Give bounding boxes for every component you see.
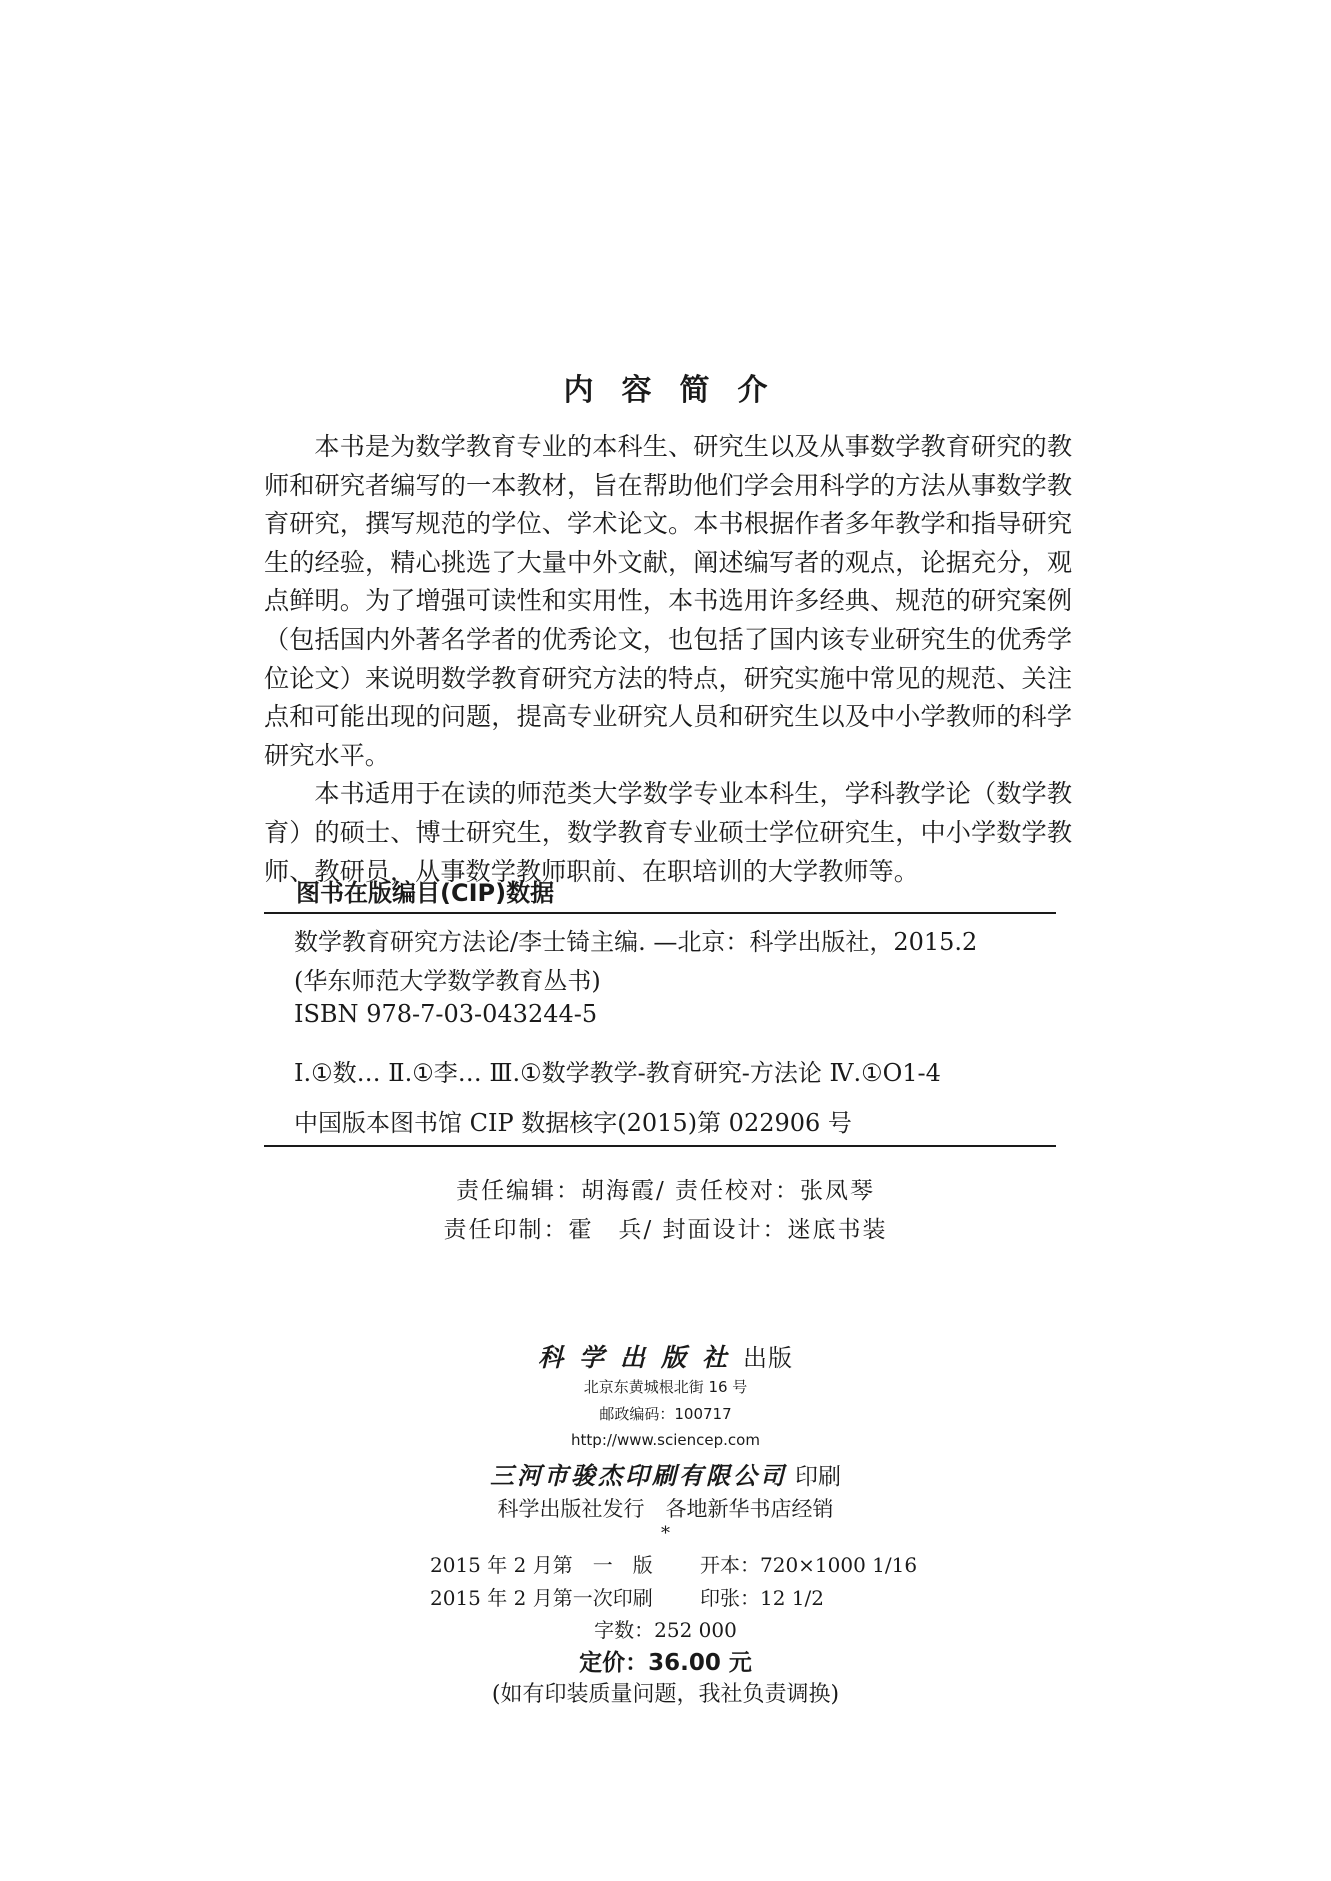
credits-editors: 责任编辑：胡海霞/ 责任校对：张凤琴: [455, 1178, 876, 1204]
publisher-name: 科学出版社: [537, 1343, 743, 1372]
separator-star: *: [661, 1523, 670, 1544]
distribution-line: 科学出版社发行 各地新华书店经销: [497, 1497, 834, 1521]
publisher-line: [0, 1338, 1331, 1374]
publisher-suffix: 出版: [743, 1344, 793, 1372]
edition-info: 2015 年 2 月第 一 版: [430, 1553, 653, 1577]
cip-line-isbn: ISBN 978-7-03-043244-5: [294, 1000, 598, 1028]
intro-paragraph: 本书是为数学教育专业的本科生、研究生以及从事数学教育研究的教师和研究者编写的一本教材，旨在帮助他们学会用科学的方法从事数学教育研究，撰写规范的学位、学术论文。本书根据作者多年教学和指导研究生的经验，精心挑选了大量中外文献，阐述编写者的观点，论据充分，观点鲜明。为了增强可读性和实用性，本书选用许多经典、规范的研究案例（包括国内外著名学者的优秀论文，也包括了国内该专业研究生的优秀学位论文）来说明数学教育研究方法的特点，研究实施中常见的规范、关注点和可能出现的问题，提高专业研究人员和研究生以及中小学教师的科学研究水平。: [264, 432, 1072, 770]
quality-note: (如有印装质量问题，我社负责调换): [491, 1682, 840, 1707]
printer-name: 三河市骏杰印刷有限公司: [490, 1461, 787, 1490]
words-info: 字数：252 000: [594, 1618, 737, 1642]
intro-title: 内容简介: [563, 373, 796, 408]
printer-suffix: 印刷: [795, 1464, 841, 1490]
cip-top-rule: [264, 912, 1056, 914]
cip-line-series: (华东师范大学数学教育丛书): [294, 967, 601, 995]
price: 定价：36.00 元: [579, 1650, 752, 1676]
printer-line: [0, 1456, 1331, 1491]
publisher-address: 北京东黄城根北街 16 号: [583, 1378, 748, 1396]
credits-production: 责任印制：霍 兵/ 封面设计：迷底书装: [443, 1217, 888, 1243]
cip-heading: 图书在版编目(CIP)数据: [296, 879, 555, 907]
cip-line-title: 数学教育研究方法论/李士锜主编. —北京：科学出版社，2015.2: [294, 928, 978, 956]
cip-line-classification: Ⅰ.①数… Ⅱ.①李… Ⅲ.①数学教学-教育研究-方法论 Ⅳ.①O1-4: [294, 1059, 941, 1087]
publisher-website: http://www.sciencep.com: [571, 1431, 760, 1449]
sheets-info: 印张：12 1/2: [700, 1586, 824, 1610]
cip-line-record: 中国版本图书馆 CIP 数据核字(2015)第 022906 号: [294, 1109, 852, 1137]
format-info: 开本：720×1000 1/16: [700, 1553, 918, 1577]
intro-paragraph: 本书适用于在读的师范类大学数学专业本科生，学科教学论（数学教育）的硕士、博士研究生，数学教育专业硕士学位研究生，中小学数学教师、教研员，从事数学教师职前、在职培训的大学教师等。: [264, 779, 1072, 886]
publisher-postcode: 邮政编码：100717: [599, 1405, 732, 1423]
cip-bottom-rule: [264, 1145, 1056, 1147]
intro-body: [264, 428, 1072, 891]
printing-info: 2015 年 2 月第一次印刷: [430, 1586, 653, 1610]
